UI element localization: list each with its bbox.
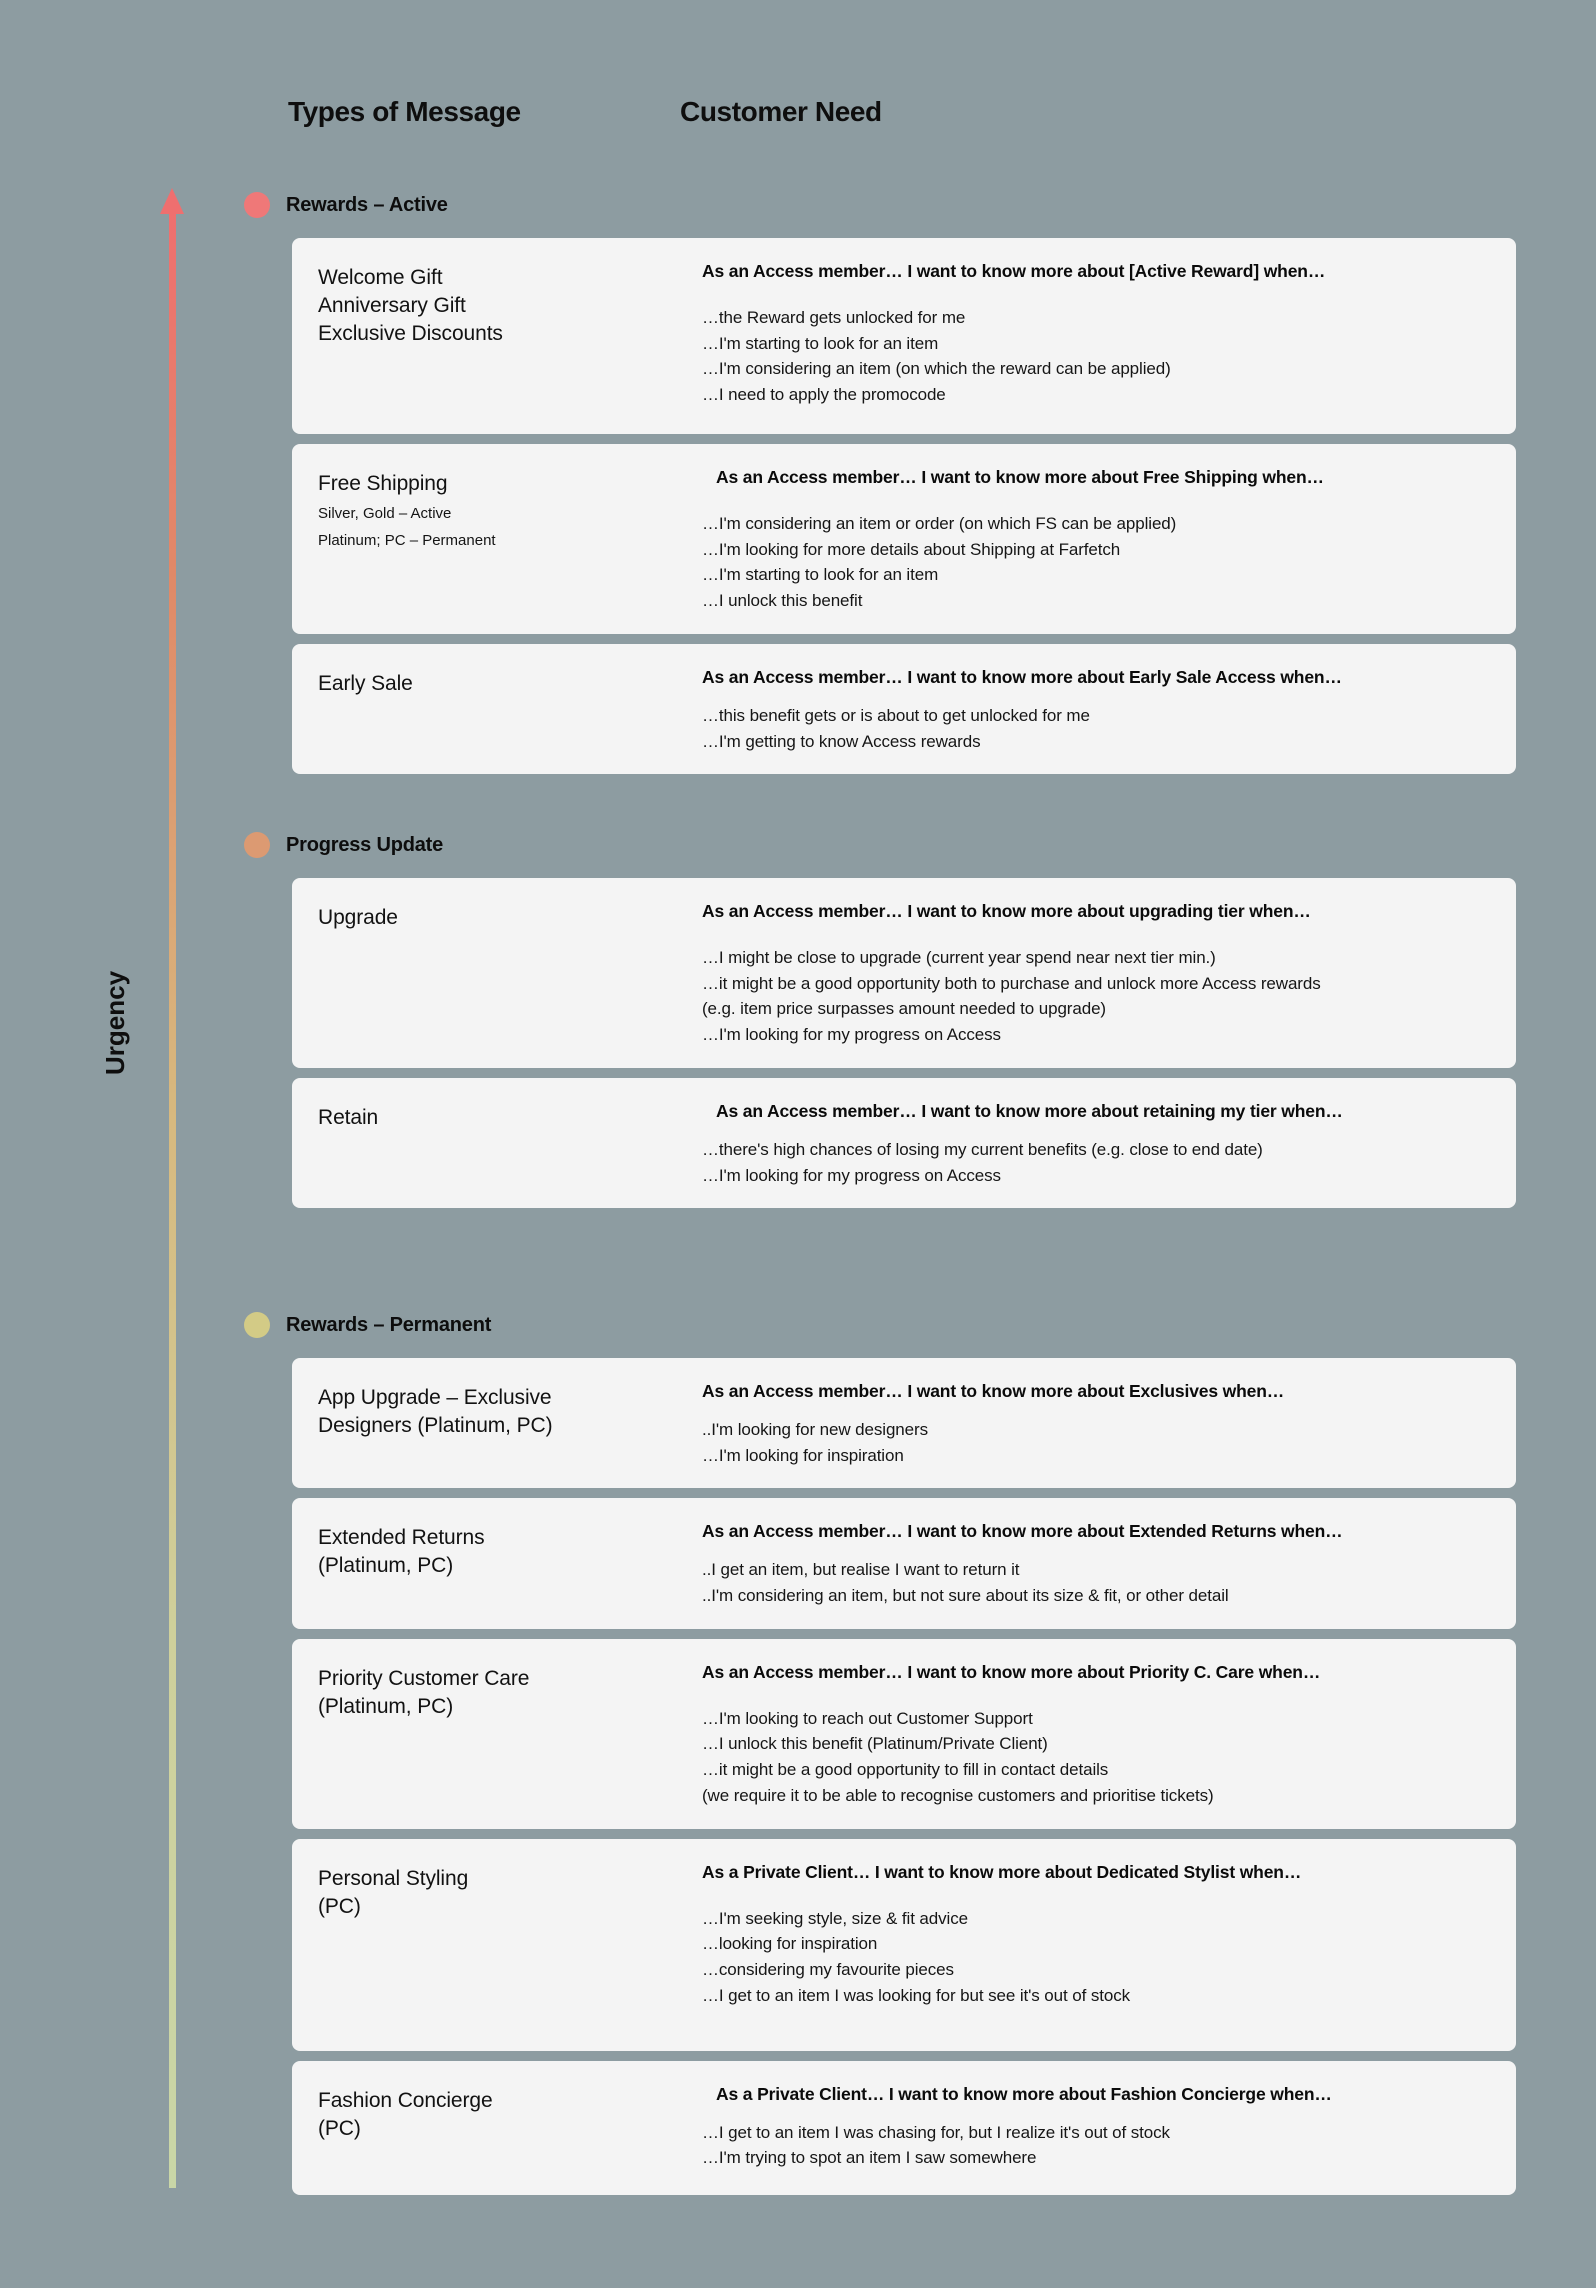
card-bullet: …I'm looking for inspiration xyxy=(702,1445,904,1465)
message-card[interactable] xyxy=(292,1839,1516,2051)
card-bullet: …I'm considering an item or order (on which FS can be applied) xyxy=(702,513,1177,533)
card-title-line: Retain xyxy=(318,1106,379,1130)
card-bullet: …I might be close to upgrade (current year spend near next tier min.) xyxy=(702,947,1216,967)
card-right-column xyxy=(696,1100,1490,1188)
card-bullet: …considering my favourite pieces xyxy=(702,1960,954,1980)
group-2 xyxy=(244,828,1524,1218)
card-left-column xyxy=(318,666,696,754)
group-header xyxy=(244,1308,1524,1342)
card-bullet: …I get to an item I was looking for but see it's out of stock xyxy=(702,1986,1131,2006)
group-1 xyxy=(244,188,1524,784)
message-card[interactable] xyxy=(292,1639,1516,1829)
card-bullet: …I get to an item I was chasing for, but I realize it's out of stock xyxy=(702,2122,1170,2142)
group-title: Rewards – Active xyxy=(286,193,448,216)
group-dot-icon xyxy=(244,832,270,858)
card-title-line: (Platinum, PC) xyxy=(318,1694,454,1718)
card-question: As an Access member… I want to know more about upgrading tier when… xyxy=(702,901,1311,921)
card-bullet: …I'm looking for more details about Shipping at Farfetch xyxy=(702,539,1121,559)
card-question: As an Access member… I want to know more about retaining my tier when… xyxy=(716,1101,1343,1122)
card-bullet: ..I'm considering an item, but not sure about its size & fit, or other detail xyxy=(702,1585,1229,1605)
card-right-column xyxy=(696,1661,1490,1809)
card-title-line: Anniversary Gift xyxy=(318,293,466,317)
card-right-column xyxy=(696,1380,1490,1468)
card-title-line: Welcome Gift xyxy=(318,266,443,289)
card-bullet: …I'm looking for my progress on Access xyxy=(702,1025,1001,1045)
card-list xyxy=(244,1358,1524,2195)
card-question: As an Access member… I want to know more about Extended Returns when… xyxy=(702,1521,1343,1542)
card-left-column xyxy=(318,1520,696,1608)
card-bullet-list xyxy=(702,1906,1490,2009)
card-title-line: (Platinum, PC) xyxy=(318,1554,454,1578)
card-title-line: Exclusive Discounts xyxy=(318,321,503,345)
card-left-column xyxy=(318,2083,696,2175)
group-title: Rewards – Permanent xyxy=(286,1313,492,1336)
column-headers xyxy=(0,96,1596,146)
card-bullet: (e.g. item price surpasses amount needed to upgrade) xyxy=(702,999,1106,1019)
card-bullet-list xyxy=(702,511,1490,614)
card-question: As an Access member… I want to know more about Free Shipping when… xyxy=(716,467,1324,487)
card-bullet-list xyxy=(702,703,1490,755)
card-left-column xyxy=(318,466,696,614)
card-right-column xyxy=(696,2083,1490,2175)
card-bullet: ..I'm looking for new designers xyxy=(702,1419,928,1439)
card-title-line: (PC) xyxy=(318,2116,361,2140)
card-bullet: …I'm starting to look for an item xyxy=(702,333,939,353)
card-title-line: Personal Styling xyxy=(318,1866,469,1890)
group-header xyxy=(244,188,1524,222)
message-card[interactable] xyxy=(292,238,1516,434)
card-left-column xyxy=(318,1100,696,1188)
card-bullet: …I'm looking to reach out Customer Support xyxy=(702,1708,1033,1728)
card-right-column xyxy=(696,666,1490,754)
card-bullet: (we require it to be able to recognise customers and prioritise tickets) xyxy=(702,1786,1214,1806)
card-left-column xyxy=(318,900,696,1048)
message-card[interactable] xyxy=(292,444,1516,634)
card-right-column xyxy=(696,260,1490,414)
card-title-line: Free Shipping xyxy=(318,472,448,495)
card-title-line: Early Sale xyxy=(318,672,413,696)
card-list xyxy=(244,238,1524,774)
card-question: As an Access member… I want to know more about Exclusives when… xyxy=(702,1381,1285,1401)
axis-gradient-line xyxy=(169,210,176,2188)
card-bullet: …I'm starting to look for an item xyxy=(702,565,939,585)
card-bullet: …the Reward gets unlocked for me xyxy=(702,307,966,327)
card-bullet-list xyxy=(702,1137,1490,1189)
card-title-line: Extended Returns xyxy=(318,1526,485,1550)
card-question: As an Access member… I want to know more about Early Sale Access when… xyxy=(702,667,1342,688)
card-bullet: …I'm seeking style, size & fit advice xyxy=(702,1908,968,1928)
card-bullet-list xyxy=(702,945,1490,1048)
card-bullet: …I unlock this benefit xyxy=(702,591,863,611)
group-dot-icon xyxy=(244,192,270,218)
card-left-column xyxy=(318,1380,696,1468)
card-right-column xyxy=(696,466,1490,614)
column-header-customer-need: Customer Need xyxy=(680,96,882,127)
card-bullet-list xyxy=(702,305,1490,408)
card-list xyxy=(244,878,1524,1208)
card-subtitle-line: Silver, Gold – Active xyxy=(318,504,452,522)
card-bullet-list xyxy=(702,1706,1490,1809)
card-bullet: …I'm trying to spot an item I saw somewhere xyxy=(702,2148,1037,2168)
card-bullet: …it might be a good opportunity to fill in contact details xyxy=(702,1760,1109,1780)
card-bullet: …it might be a good opportunity both to purchase and unlock more Access rewards xyxy=(702,973,1321,993)
card-bullet: …I'm considering an item (on which the reward can be applied) xyxy=(702,359,1171,379)
card-question: As an Access member… I want to know more about [Active Reward] when… xyxy=(702,261,1326,281)
card-question: As a Private Client… I want to know more about Dedicated Stylist when… xyxy=(702,1861,1302,1882)
group-dot-icon xyxy=(244,1312,270,1338)
card-bullet: …looking for inspiration xyxy=(702,1934,878,1954)
urgency-axis-label: Urgency xyxy=(100,970,130,1075)
card-title-line: Designers (Platinum, PC) xyxy=(318,1413,553,1437)
card-title-line: App Upgrade – Exclusive xyxy=(318,1386,552,1409)
message-card[interactable] xyxy=(292,1498,1516,1628)
card-left-column xyxy=(318,1661,696,1809)
card-bullet-list xyxy=(702,1557,1490,1609)
card-bullet: …there's high chances of losing my current benefits (e.g. close to end date) xyxy=(702,1139,1263,1159)
card-subtitle-line: Platinum; PC – Permanent xyxy=(318,531,496,549)
message-card[interactable] xyxy=(292,878,1516,1068)
message-card[interactable] xyxy=(292,644,1516,774)
card-right-column xyxy=(696,1861,1490,2031)
group-title: Progress Update xyxy=(286,833,444,856)
card-question: As an Access member… I want to know more about Priority C. Care when… xyxy=(702,1661,1321,1682)
card-bullet: …I need to apply the promocode xyxy=(702,385,946,405)
group-header xyxy=(244,828,1524,862)
card-right-column xyxy=(696,900,1490,1048)
card-bullet: ..I get an item, but realise I want to return it xyxy=(702,1560,1020,1580)
card-title-line: Priority Customer Care xyxy=(318,1666,530,1690)
group-3 xyxy=(244,1308,1524,2205)
message-card[interactable] xyxy=(292,1358,1516,1488)
card-bullet: …I'm looking for my progress on Access xyxy=(702,1165,1001,1185)
card-right-column xyxy=(696,1520,1490,1608)
card-question: As a Private Client… I want to know more about Fashion Concierge when… xyxy=(716,2083,1332,2104)
card-bullet-list xyxy=(702,1417,1490,1469)
message-card[interactable] xyxy=(292,1078,1516,1208)
urgency-axis xyxy=(160,188,184,2188)
card-left-column xyxy=(318,1861,696,2031)
card-bullet: …this benefit gets or is about to get unlocked for me xyxy=(702,705,1090,725)
column-header-types-of-message: Types of Message xyxy=(288,96,521,127)
card-bullet: …I'm getting to know Access rewards xyxy=(702,731,981,751)
card-bullet-list xyxy=(702,2120,1490,2172)
card-bullet: …I unlock this benefit (Platinum/Private Client) xyxy=(702,1734,1048,1754)
card-title-line: Upgrade xyxy=(318,906,398,929)
card-title-line: Fashion Concierge xyxy=(318,2088,493,2112)
card-title-line: (PC) xyxy=(318,1894,361,1918)
message-card[interactable] xyxy=(292,2061,1516,2195)
card-left-column xyxy=(318,260,696,414)
